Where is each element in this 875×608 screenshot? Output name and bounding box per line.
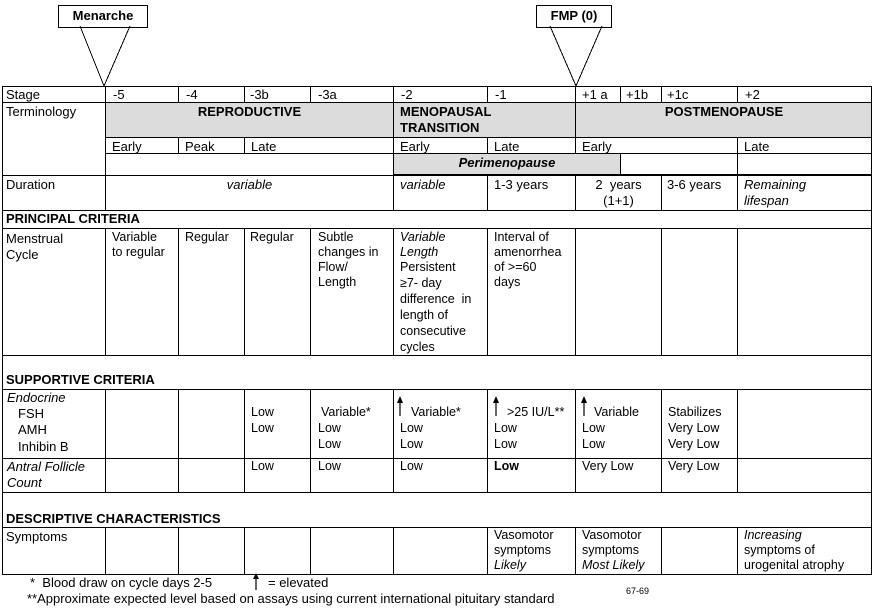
- fsh-label: FSH: [18, 406, 44, 421]
- stage-minus5: -5: [113, 87, 125, 102]
- cycle-minus2-3: difference in: [400, 292, 472, 306]
- sub-late-reproductive: Late: [251, 139, 277, 154]
- endo-plus1c-inhibin: Very Low: [668, 437, 720, 451]
- duration-plus1ab-1: 2 years: [595, 177, 642, 192]
- duration-reproductive: variable: [226, 177, 273, 192]
- symptoms-plus1ab-2: symptoms: [582, 543, 639, 557]
- afc-label-2: Count: [7, 475, 42, 490]
- cycle-minus3b: Regular: [250, 230, 294, 244]
- symptoms-plus2-1: Increasing: [744, 528, 802, 542]
- menopausal-transition-heading-1: MENOPAUSAL: [400, 104, 492, 119]
- symptoms-plus1ab-1: Vasomotor: [582, 528, 642, 542]
- endocrine-label: Endocrine: [7, 390, 66, 405]
- stage-plus1a: +1 a: [582, 87, 608, 102]
- afc-minus3a: Low: [318, 459, 341, 473]
- afc-plus1ab: Very Low: [582, 459, 634, 473]
- perimenopause-label: Perimenopause: [458, 155, 556, 170]
- endo-minus2-amh: Low: [400, 421, 423, 435]
- cycle-minus3a-2: changes in: [318, 245, 379, 259]
- symptoms-minus1-1: Vasomotor: [494, 528, 554, 542]
- cycle-minus1-2: amenorrhea: [494, 245, 562, 259]
- cycle-minus1-3: of >=60: [494, 260, 537, 274]
- stage-plus2: +2: [745, 87, 760, 102]
- endo-minus3a-inhibin: Low: [318, 437, 341, 451]
- inhibin-b-label: Inhibin B: [18, 439, 69, 454]
- cycle-minus2-italic-2: Length: [400, 245, 439, 259]
- principal-criteria-heading: PRINCIPAL CRITERIA: [6, 211, 140, 226]
- sub-early-reproductive: Early: [112, 139, 142, 154]
- cycle-minus2-1: Persistent: [400, 260, 456, 274]
- afc-minus2: Low: [400, 459, 423, 473]
- endo-plus1ab-inhibin: Low: [582, 437, 605, 451]
- endo-minus2-fsh: Variable*: [411, 405, 461, 419]
- menstrual-cycle-label-1: Menstrual: [6, 231, 64, 246]
- endo-minus3b-inhibin: Low: [251, 421, 274, 435]
- symptoms-plus2-2: symptoms of: [744, 543, 815, 557]
- footnote-elevated: = elevated: [268, 575, 329, 590]
- postmenopause-heading: POSTMENOPAUSE: [664, 104, 784, 119]
- endo-minus3b-amh: Low: [251, 405, 274, 419]
- menopausal-transition-heading-2: TRANSITION: [400, 120, 480, 135]
- symptoms-minus1-2: symptoms: [494, 543, 551, 557]
- menarche-box: Menarche: [58, 5, 148, 28]
- endo-minus1-fsh: >25 IU/L**: [507, 405, 565, 419]
- stage-plus1c: +1c: [667, 87, 689, 102]
- supportive-criteria-heading: SUPPORTIVE CRITERIA: [6, 372, 155, 387]
- stage-minus1: -1: [495, 87, 507, 102]
- fmp-box: FMP (0): [536, 5, 612, 28]
- endo-minus1-inhibin: Low: [494, 437, 517, 451]
- endo-minus3a-fsh: Variable*: [321, 405, 371, 419]
- cycle-minus2-italic-1: Variable: [400, 230, 446, 244]
- footnote-blood-draw: * Blood draw on cycle days 2-5: [30, 575, 213, 590]
- footnote-reference-superscript: 67-69: [626, 586, 650, 596]
- symptoms-plus1ab-3: Most Likely: [582, 558, 645, 572]
- cycle-minus5-2: to regular: [112, 245, 165, 259]
- stage-minus3a: -3a: [318, 87, 337, 102]
- stage-plus1b: +1b: [626, 87, 649, 102]
- endo-plus1c-fsh: Stabilizes: [668, 405, 722, 419]
- duration-minus1: 1-3 years: [494, 177, 549, 192]
- cycle-minus1-4: days: [494, 275, 521, 289]
- symptoms-plus2-3: urogenital atrophy: [744, 558, 845, 572]
- cycle-minus2-4: length of: [400, 308, 448, 322]
- reproductive-heading: REPRODUCTIVE: [197, 104, 302, 119]
- sub-late-postmenopause: Late: [744, 139, 770, 154]
- endo-minus1-amh: Low: [494, 421, 517, 435]
- cycle-minus3a-3: Flow/: [318, 260, 348, 274]
- duration-minus2: variable: [400, 177, 446, 192]
- duration-label: Duration: [6, 177, 56, 192]
- cycle-minus2-2: ≥7- day: [400, 276, 442, 290]
- sub-early-postmenopause: Early: [582, 139, 612, 154]
- stage-label: Stage: [6, 87, 40, 102]
- cycle-minus2-6: cycles: [400, 340, 435, 354]
- symptoms-minus1-3: Likely: [494, 558, 526, 572]
- duration-plus2-1: Remaining: [744, 177, 807, 192]
- cycle-minus1-1: Interval of: [494, 230, 549, 244]
- stage-minus3b: -3b: [250, 87, 269, 102]
- endo-plus1c-amh: Very Low: [668, 421, 720, 435]
- endo-plus1ab-fsh: Variable: [594, 405, 639, 419]
- stage-minus2: -2: [401, 87, 413, 102]
- afc-label-1: Antral Follicle: [7, 459, 86, 474]
- duration-plus2-2: lifespan: [744, 193, 789, 208]
- cycle-minus3a-1: Subtle: [318, 230, 354, 244]
- sub-peak: Peak: [185, 139, 215, 154]
- afc-minus3b: Low: [251, 459, 274, 473]
- terminology-label: Terminology: [6, 104, 77, 119]
- cycle-minus4: Regular: [185, 230, 229, 244]
- cycle-minus5-1: Variable: [112, 230, 157, 244]
- afc-plus1c: Very Low: [668, 459, 720, 473]
- endo-minus2-inhibin: Low: [400, 437, 423, 451]
- duration-plus1ab-2: (1+1): [603, 193, 634, 208]
- cycle-minus3a-4: Length: [318, 275, 357, 289]
- descriptive-characteristics-heading: DESCRIPTIVE CHARACTERISTICS: [6, 511, 221, 526]
- menstrual-cycle-label-2: Cycle: [6, 247, 39, 262]
- amh-label: AMH: [18, 422, 47, 437]
- symptoms-label: Symptoms: [6, 529, 68, 544]
- stage-minus4: -4: [186, 87, 198, 102]
- cycle-minus2-5: consecutive: [400, 324, 467, 338]
- endo-minus3a-amh: Low: [318, 421, 341, 435]
- sub-late-transition: Late: [494, 139, 520, 154]
- afc-minus1: Low: [494, 459, 519, 473]
- sub-early-transition: Early: [400, 139, 430, 154]
- duration-plus1c: 3-6 years: [667, 177, 722, 192]
- endo-plus1ab-amh: Low: [582, 421, 605, 435]
- footnote-approximate-level: **Approximate expected level based on assays using current international pituitary standard: [27, 591, 555, 606]
